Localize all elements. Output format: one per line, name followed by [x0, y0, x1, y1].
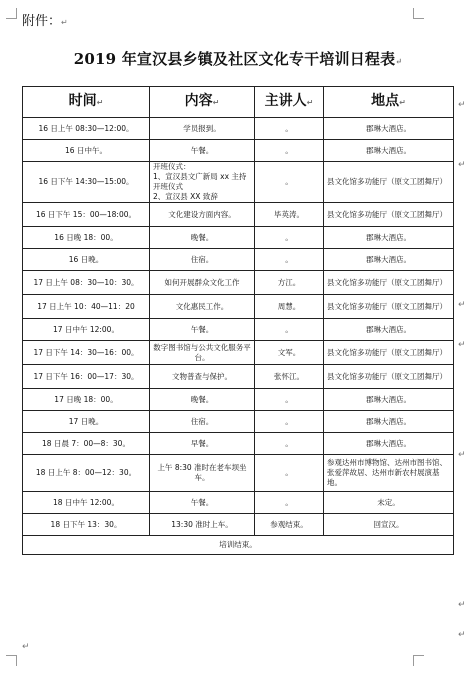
time-cell: 17 日下午 14：30—16：00。	[23, 341, 150, 365]
content-cell	[150, 162, 255, 203]
paragraph-mark-icon: ↵	[458, 630, 466, 640]
header-time	[23, 87, 150, 118]
location-cell: 参观达州市博物馆、达州市图书馆、张爱萍故居、达州市新农村展演基地。	[324, 455, 454, 492]
time-cell: 17 日上午 10：40—11：20	[23, 295, 150, 319]
title-text: 2019 年宣汉县乡镇及社区文化专干培训日程表	[73, 50, 396, 68]
speaker-cell: 毕英涛。	[255, 203, 324, 227]
table-row	[23, 118, 454, 140]
speaker-cell: 方江。	[255, 271, 324, 295]
speaker-cell: 张怀江。	[255, 365, 324, 389]
content-cell: 学员报到。	[150, 118, 255, 140]
page-corner-mark	[413, 8, 424, 19]
table-header-row	[23, 87, 454, 118]
content-cell: 数字图书馆与公共文化服务平台。	[150, 341, 255, 365]
location-cell: 郡琳大酒店。	[324, 140, 454, 162]
table-row	[23, 433, 454, 455]
table-row	[23, 203, 454, 227]
speaker-cell: 。	[255, 389, 324, 411]
time-cell: 18 日上午 8：00—12：30。	[23, 455, 150, 492]
schedule-table	[22, 86, 454, 555]
content-line: 开班仪式：	[153, 162, 191, 171]
speaker-cell: 。	[255, 411, 324, 433]
table-row	[23, 227, 454, 249]
content-cell: 住宿。	[150, 411, 255, 433]
location-cell: 回宣汉。	[324, 514, 454, 536]
page-corner-mark	[413, 655, 424, 666]
location-cell: 郡琳大酒店。	[324, 433, 454, 455]
header-location-text: 地点	[371, 93, 400, 109]
table-row	[23, 140, 454, 162]
location-cell: 县文化馆多功能厅（原文工团舞厅）	[324, 203, 454, 227]
location-cell: 县文化馆多功能厅（原文工团舞厅）	[324, 295, 454, 319]
content-cell: 如何开展群众文化工作	[150, 271, 255, 295]
time-cell: 16 日上午 08:30—12:00。	[23, 118, 150, 140]
paragraph-mark-icon: ↵	[22, 642, 30, 652]
table-row	[23, 319, 454, 341]
time-cell: 16 日晚。	[23, 249, 150, 271]
location-cell: 郡琳大酒店。	[324, 389, 454, 411]
location-cell: 县文化馆多功能厅（原文工团舞厅）	[324, 341, 454, 365]
table-row	[23, 492, 454, 514]
location-cell: 郡琳大酒店。	[324, 411, 454, 433]
page-title	[0, 48, 476, 69]
location-cell: 郡琳大酒店。	[324, 118, 454, 140]
content-cell: 午餐。	[150, 140, 255, 162]
content-cell: 晚餐。	[150, 389, 255, 411]
speaker-cell: 。	[255, 433, 324, 455]
speaker-cell: 。	[255, 140, 324, 162]
content-line: 1、宣汉县文广新局 xx 主持开班仪式	[153, 172, 247, 191]
content-cell: 文化建设方面内容。	[150, 203, 255, 227]
paragraph-mark-icon: ↵	[458, 160, 466, 170]
table-row	[23, 411, 454, 433]
speaker-cell: 。	[255, 162, 324, 203]
paragraph-mark-icon: ↵	[458, 340, 466, 350]
time-cell: 16 日晚 18：00。	[23, 227, 150, 249]
time-cell: 18 日中午 12:00。	[23, 492, 150, 514]
paragraph-mark-icon: ↵	[395, 56, 403, 66]
schedule-body	[23, 118, 454, 536]
header-location	[324, 87, 454, 118]
speaker-cell: 。	[255, 492, 324, 514]
paragraph-mark-icon: ↵	[458, 100, 466, 110]
annex-label	[22, 10, 68, 29]
speaker-cell: 。	[255, 118, 324, 140]
time-cell: 16 日下午 14:30—15:00。	[23, 162, 150, 203]
time-cell: 17 日晚。	[23, 411, 150, 433]
speaker-cell: 。	[255, 227, 324, 249]
speaker-cell: 。	[255, 319, 324, 341]
paragraph-mark-icon: ↵	[212, 98, 220, 107]
location-cell: 郡琳大酒店。	[324, 227, 454, 249]
time-cell: 17 日上午 08：30—10：30。	[23, 271, 150, 295]
table-row	[23, 162, 454, 203]
time-cell: 18 日晨 7：00—8：30。	[23, 433, 150, 455]
paragraph-mark-icon: ↵	[458, 300, 466, 310]
paragraph-mark-icon: ↵	[458, 600, 466, 610]
paragraph-mark-icon: ↵	[399, 98, 406, 107]
paragraph-mark-icon: ↵	[96, 98, 104, 107]
paragraph-mark-icon: ↵	[61, 18, 68, 27]
time-cell: 17 日晚 18：00。	[23, 389, 150, 411]
content-cell: 上午 8:30 准时在老车坝坐车。	[150, 455, 255, 492]
paragraph-mark-icon: ↵	[458, 450, 466, 460]
location-cell: 县文化馆多功能厅（原文工团舞厅）	[324, 365, 454, 389]
speaker-cell: 周慧。	[255, 295, 324, 319]
time-cell: 16 日下午 15：00—18:00。	[23, 203, 150, 227]
location-cell: 县文化馆多功能厅（原文工团舞厅）	[324, 162, 454, 203]
content-cell: 早餐。	[150, 433, 255, 455]
table-row	[23, 455, 454, 492]
content-cell: 晚餐。	[150, 227, 255, 249]
speaker-cell: 文军。	[255, 341, 324, 365]
header-content-text: 内容	[184, 93, 213, 109]
speaker-cell: 。	[255, 455, 324, 492]
content-cell: 住宿。	[150, 249, 255, 271]
header-speaker	[255, 87, 324, 118]
table-row	[23, 249, 454, 271]
time-cell: 16 日中午。	[23, 140, 150, 162]
speaker-cell: 参观结束。	[255, 514, 324, 536]
time-cell: 17 日中午 12:00。	[23, 319, 150, 341]
time-cell: 18 日下午 13：30。	[23, 514, 150, 536]
training-end-cell: 培训结束。	[23, 536, 454, 555]
page-corner-mark	[6, 655, 17, 666]
location-cell: 郡琳大酒店。	[324, 319, 454, 341]
content-line: 2、宣汉县 XX 致辞	[153, 192, 218, 201]
table-row	[23, 389, 454, 411]
table-row	[23, 295, 454, 319]
speaker-cell: 。	[255, 249, 324, 271]
table-row	[23, 341, 454, 365]
paragraph-mark-icon: ↵	[306, 98, 314, 107]
table-row	[23, 514, 454, 536]
location-cell: 郡琳大酒店。	[324, 249, 454, 271]
location-cell: 县文化馆多功能厅（原文工团舞厅）	[324, 271, 454, 295]
content-cell: 午餐。	[150, 319, 255, 341]
header-content	[150, 87, 255, 118]
header-speaker-text: 主讲人	[264, 93, 307, 109]
header-time-text: 时间	[68, 93, 97, 109]
table-row	[23, 365, 454, 389]
location-cell: 未定。	[324, 492, 454, 514]
content-cell: 13:30 准时上车。	[150, 514, 255, 536]
content-cell: 午餐。	[150, 492, 255, 514]
page-corner-mark	[6, 8, 17, 19]
table-row	[23, 271, 454, 295]
time-cell: 17 日下午 16：00—17：30。	[23, 365, 150, 389]
content-cell: 文化惠民工作。	[150, 295, 255, 319]
content-cell: 文物普查与保护。	[150, 365, 255, 389]
footer-row	[23, 536, 454, 555]
annex-text: 附件：	[22, 14, 62, 29]
